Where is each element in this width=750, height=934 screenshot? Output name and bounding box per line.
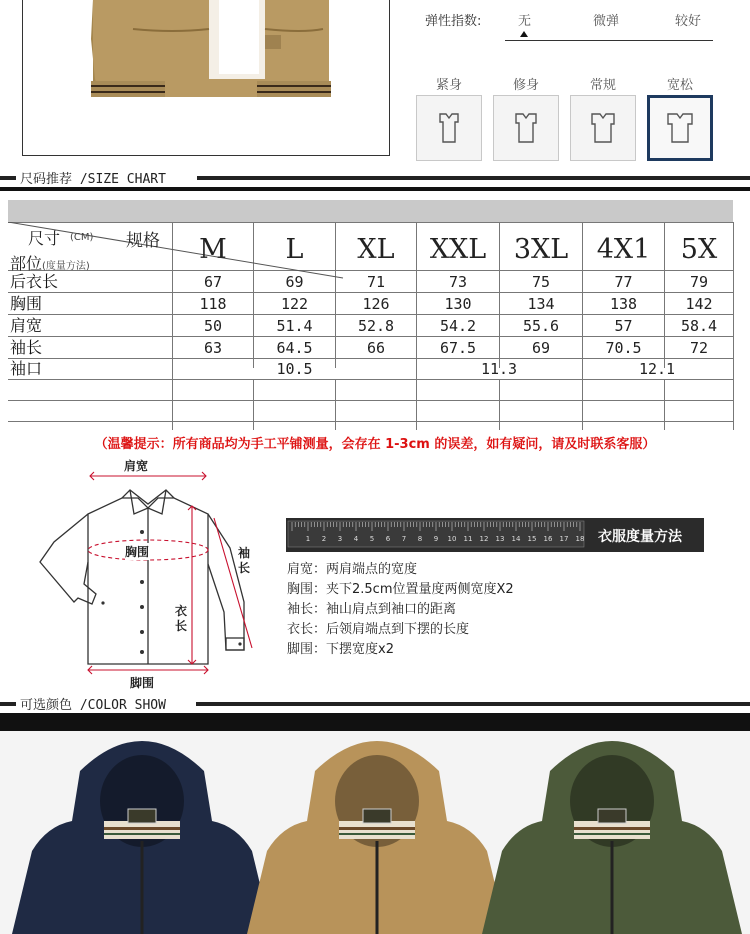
measure-line-shoulder: 肩宽：两肩端点的宽度 <box>287 562 418 577</box>
measure-method-title: 衣服度量方法 <box>598 529 682 545</box>
fit-box-loose-selected <box>647 95 713 161</box>
table-cell: 67 <box>203 273 223 291</box>
tshirt-icon <box>511 112 541 144</box>
row-label-shoulder: 肩宽 <box>10 316 43 335</box>
ruler-tick-label: 5 <box>369 535 375 543</box>
ruler-tick-label: 7 <box>401 535 407 543</box>
shirt-measure-diagram <box>30 452 300 692</box>
row-label-cuff: 袖口 <box>10 359 43 378</box>
ruler-tick-label: 3 <box>337 535 343 543</box>
color-photos <box>0 731 750 934</box>
measure-line-length: 衣长：后领肩端点到下摆的长度 <box>287 622 470 637</box>
ruler-tick-label: 17 <box>559 535 569 543</box>
corner-method-label: (度量方法) <box>42 261 90 272</box>
diagram-sleeve-label: 袖长 <box>238 546 251 575</box>
table-cell: 72 <box>689 339 709 357</box>
diagram-chest-label: 胸围 <box>125 545 150 559</box>
size-header-m: M <box>199 234 227 265</box>
ruler-tick-label: 12 <box>479 535 489 543</box>
ruler-tick-label: 13 <box>495 535 505 543</box>
table-cell: 126 <box>362 295 390 313</box>
fit-label-loose: 宽松 <box>666 78 693 93</box>
ruler-tick-label: 6 <box>385 535 391 543</box>
ruler-tick-label: 16 <box>543 535 553 543</box>
cuff-value: 12.1 <box>638 360 676 378</box>
fit-label-tight: 紧身 <box>435 78 462 93</box>
shirt-icon <box>30 452 300 692</box>
fit-box-regular <box>570 95 636 161</box>
table-cell: 70.5 <box>605 339 642 357</box>
elasticity-label: 弹性指数: <box>425 14 482 29</box>
table-cell: 134 <box>527 295 555 313</box>
table-cell: 66 <box>366 339 386 357</box>
diagram-hem-label: 脚围 <box>130 676 155 690</box>
size-header-xl: XL <box>357 234 395 265</box>
ruler-tick-label: 2 <box>321 535 327 543</box>
table-cell: 73 <box>448 273 468 291</box>
ruler-tick-label: 8 <box>417 535 423 543</box>
size-chart-header <box>0 167 750 187</box>
row-label-chest: 胸围 <box>10 294 43 313</box>
fit-box-slim <box>493 95 559 161</box>
corner-unit-label: (CM) <box>70 232 94 243</box>
ruler-tick-label: 1 <box>305 535 311 543</box>
table-cell: 57 <box>614 317 633 335</box>
ruler-tick-label: 18 <box>575 535 585 543</box>
tshirt-icon <box>588 112 618 144</box>
elasticity-scale-line <box>505 40 713 41</box>
jacket-photo <box>247 741 507 934</box>
table-cell: 51.4 <box>276 317 313 335</box>
fit-box-tight <box>416 95 482 161</box>
table-cell: 130 <box>444 295 472 313</box>
ruler-tick-label: 4 <box>353 535 359 543</box>
table-cell: 67.5 <box>439 339 477 357</box>
table-cell: 64.5 <box>276 339 313 357</box>
ruler-tick-label: 11 <box>463 535 473 543</box>
table-cell: 55.6 <box>522 317 560 335</box>
elasticity-option-slight: 微弹 <box>593 14 620 29</box>
table-cell: 52.8 <box>357 317 395 335</box>
size-header-l: L <box>285 234 304 265</box>
table-cell: 63 <box>203 339 223 357</box>
table-cell: 69 <box>285 273 304 291</box>
elasticity-indicator-icon <box>520 31 528 37</box>
cuff-value: 10.5 <box>276 360 313 378</box>
corner-spec-label: 规格 <box>126 231 160 251</box>
size-header-xxl: XXL <box>429 234 487 265</box>
jacket-photo <box>12 741 272 934</box>
diagram-length-label: 衣长 <box>175 604 188 633</box>
product-image <box>22 0 390 156</box>
fit-label-slim: 修身 <box>512 78 539 93</box>
tshirt-icon <box>434 112 464 144</box>
jacket-photos <box>0 731 750 934</box>
table-cell: 118 <box>199 295 227 313</box>
measurement-notice: （温馨提示：所有商品均为手工平铺测量，会存在 1-3cm 的误差，如有疑问，请及时联系客服） <box>94 437 656 452</box>
elasticity-option-none: 无 <box>518 14 532 29</box>
color-divider <box>0 713 750 731</box>
table-cell: 71 <box>366 273 386 291</box>
size-header-3xl: 3XL <box>513 234 569 265</box>
size-chart-heading: 尺码推荐 /SIZE CHART <box>20 172 166 187</box>
ruler-icon <box>286 518 586 552</box>
measure-line-sleeve: 袖长：袖山肩点到袖口的距离 <box>287 602 457 617</box>
table-cell: 79 <box>689 273 709 291</box>
table-cell: 58.4 <box>680 317 718 335</box>
table-cell: 142 <box>685 295 713 313</box>
row-label-sleeve: 袖长 <box>10 338 43 357</box>
table-cell: 50 <box>203 317 223 335</box>
ruler-tick-label: 14 <box>511 535 521 543</box>
row-label-length: 后衣长 <box>10 272 59 291</box>
table-cell: 54.2 <box>439 317 477 335</box>
table-cell: 75 <box>531 273 551 291</box>
measure-line-chest: 胸围：夹下2.5cm位置量度两侧宽度X2 <box>287 582 514 597</box>
elasticity-option-good: 较好 <box>675 14 702 29</box>
tshirt-icon <box>665 112 695 144</box>
corner-size-label: 尺寸 <box>28 229 61 248</box>
diagram-shoulder-label: 肩宽 <box>124 459 149 473</box>
ruler-tick-label: 9 <box>433 535 439 543</box>
jacket-bottom-illustration <box>23 0 390 156</box>
table-cell: 138 <box>609 295 638 313</box>
measure-line-hem: 脚围：下摆宽度x2 <box>287 642 394 657</box>
corner-part-label: 部位 <box>10 254 43 273</box>
table-cell: 122 <box>280 295 309 313</box>
ruler-tick-label: 10 <box>447 535 457 543</box>
table-cell: 77 <box>614 273 633 291</box>
size-header-4xl: 4X1 <box>596 234 651 265</box>
table-cell: 69 <box>531 339 551 357</box>
jacket-photo <box>482 741 742 934</box>
color-show-heading: 可选颜色 /COLOR SHOW <box>20 698 166 713</box>
fit-label-regular: 常规 <box>589 78 616 93</box>
cuff-value: 11.3 <box>480 360 518 378</box>
color-show-header <box>0 693 750 713</box>
size-header-5xl: 5X <box>680 234 718 265</box>
ruler-tick-label: 15 <box>527 535 537 543</box>
